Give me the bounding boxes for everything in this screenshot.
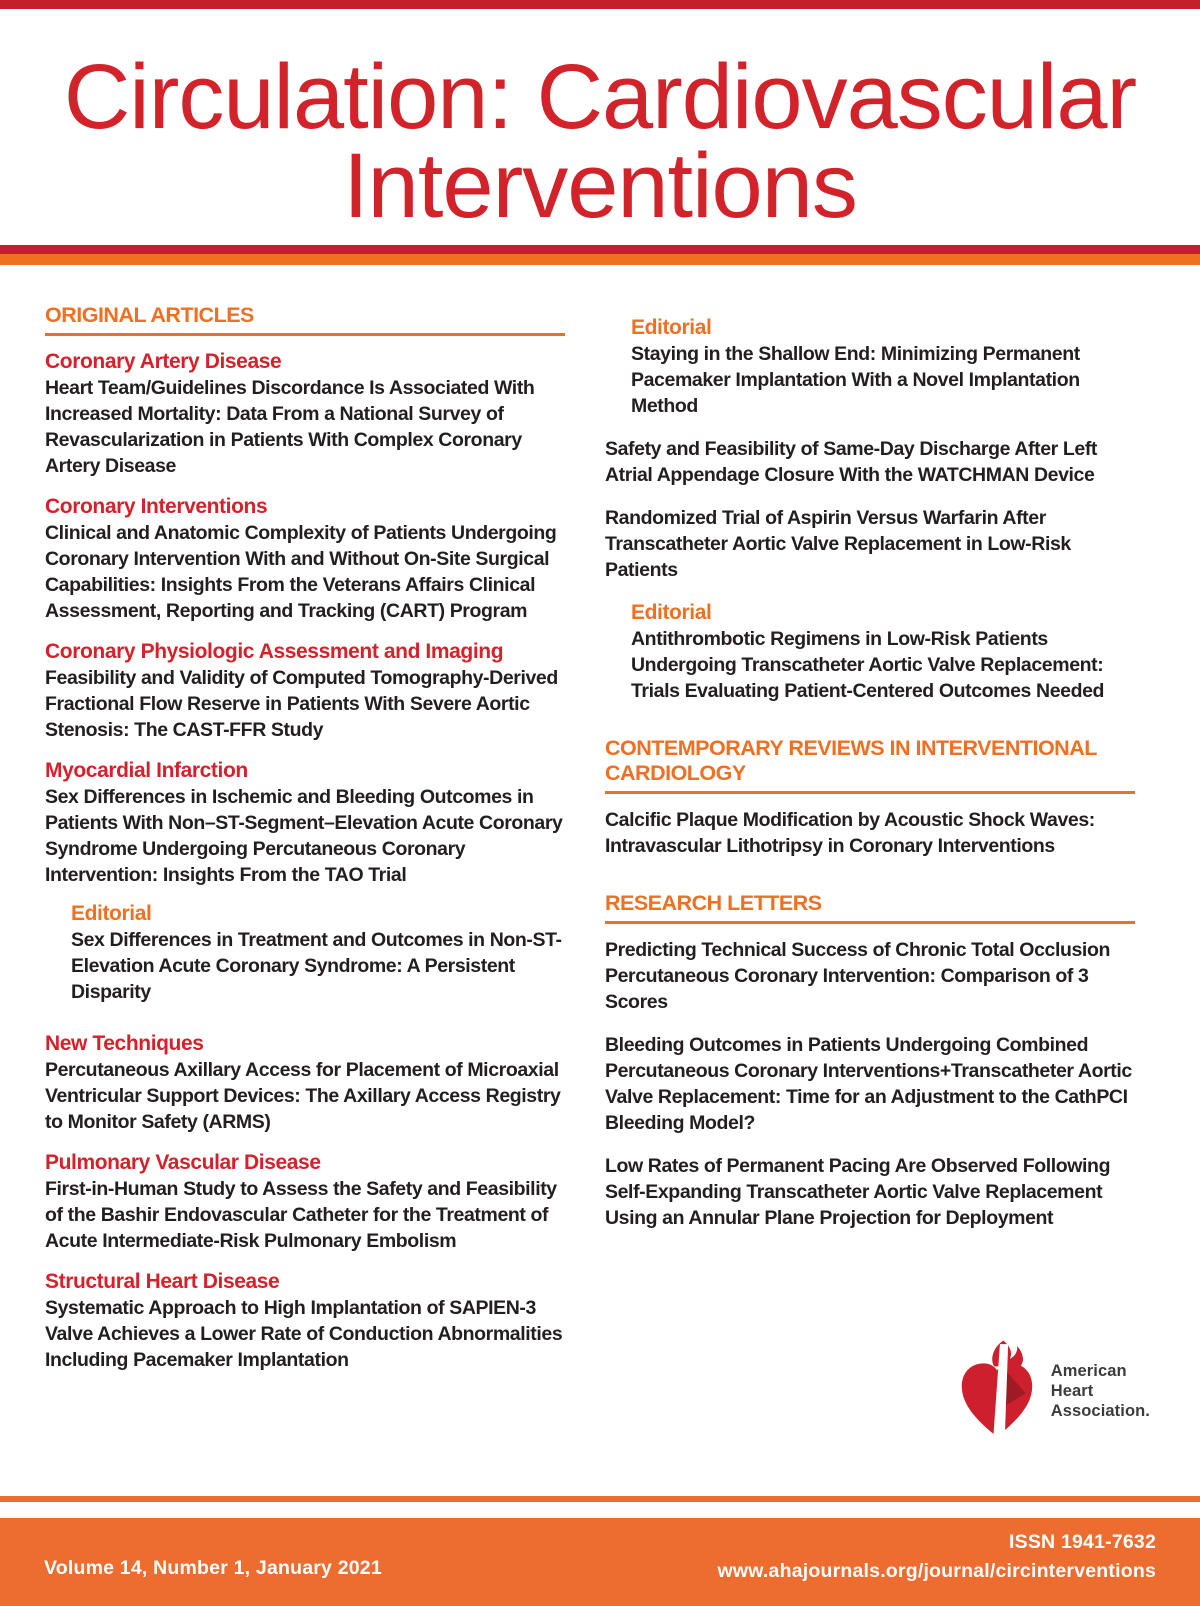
- article-title: Feasibility and Validity of Computed Tomography-Derived Fractional Flow Reserve in Patients With Severe Aortic Stenosis: The CAST-FFR Study: [45, 667, 558, 741]
- editorial-title: Antithrombotic Regimens in Low-Risk Patients Undergoing Transcatheter Aortic Valve Replacement: Trials Evaluating Patient-Centered Outcomes Needed: [631, 628, 1105, 702]
- editorial-label: Editorial: [631, 601, 712, 624]
- aha-heart-torch-icon: [953, 1338, 1041, 1444]
- editorial-block: [631, 600, 1135, 704]
- footer-right-block: [718, 1528, 1156, 1606]
- section-header-research-letters: RESEARCH LETTERS: [605, 891, 1135, 924]
- article-title: Safety and Feasibility of Same-Day Discharge After Left Atrial Appendage Closure With the WATCHMAN Device: [605, 438, 1098, 486]
- editorial-title: Sex Differences in Treatment and Outcomes in Non-ST-Elevation Acute Coronary Syndrome: A Persistent Disparity: [71, 929, 562, 1003]
- editorial-block: [631, 315, 1135, 419]
- article-title: Heart Team/Guidelines Discordance Is Associated With Increased Mortality: Data From a National Survey of Revascularization in Patients With Complex Coronary Artery Disease: [45, 377, 535, 477]
- article-group: [45, 494, 565, 624]
- american-heart-association-logo: [953, 1338, 1150, 1444]
- article-group: [45, 1150, 565, 1254]
- article-category: Coronary Interventions: [45, 495, 268, 518]
- masthead: [0, 46, 1200, 237]
- article-category: Myocardial Infarction: [45, 759, 248, 782]
- top-red-bar: [0, 0, 1200, 9]
- article-title: Low Rates of Permanent Pacing Are Observed Following Self-Expanding Transcatheter Aortic Valve Replacement Using an Annular Plane Projection for Deployment: [605, 1155, 1111, 1229]
- table-of-contents: [0, 303, 1200, 1373]
- section-header-contemporary-reviews: [605, 736, 1135, 794]
- footer-issn: ISSN 1941-7632: [1009, 1531, 1156, 1553]
- editorial-label: Editorial: [71, 902, 152, 925]
- article-group: [45, 639, 565, 743]
- orange-divider-bar: [0, 254, 1200, 265]
- aha-logo-text: [1051, 1361, 1150, 1421]
- section-header-line: CARDIOLOGY: [605, 761, 746, 785]
- red-divider-bar: [0, 245, 1200, 254]
- article-category: Coronary Physiologic Assessment and Imaging: [45, 640, 504, 663]
- article-category: New Techniques: [45, 1032, 204, 1055]
- section-header-original-articles: ORIGINAL ARTICLES: [45, 303, 565, 336]
- article-title: Systematic Approach to High Implantation of SAPIEN-3 Valve Achieves a Lower Rate of Conduction Abnormalities Including Pacemaker Implantation: [45, 1297, 563, 1371]
- article-title: Sex Differences in Ischemic and Bleeding Outcomes in Patients With Non–ST-Segment–Elevation Acute Coronary Syndrome Undergoing Percutaneous Coronary Intervention: Insights From the TAO Trial: [45, 786, 563, 886]
- journal-title-line1: Circulation: Cardiovascular: [63, 46, 1137, 148]
- aha-logo-text-line: Association.: [1050, 1402, 1150, 1420]
- footer-volume: Volume 14, Number 1, January 2021: [44, 1557, 382, 1579]
- aha-logo-text-line: American: [1050, 1362, 1127, 1380]
- editorial-title: Staying in the Shallow End: Minimizing Permanent Pacemaker Implantation With a Novel Implantation Method: [631, 343, 1080, 417]
- editorial-block: [71, 901, 565, 1005]
- article-title: Randomized Trial of Aspirin Versus Warfarin After Transcatheter Aortic Valve Replacement in Low-Risk Patients: [605, 507, 1071, 581]
- toc-left-column: [45, 303, 565, 1373]
- toc-right-column: [605, 303, 1135, 1373]
- article-title: First-in-Human Study to Assess the Safety and Feasibility of the Bashir Endovascular Catheter for the Treatment of Acute Intermediate-Risk Pulmonary Embolism: [45, 1178, 557, 1252]
- article-group: [45, 758, 565, 1005]
- journal-title: [0, 46, 1200, 237]
- section-header-line: CONTEMPORARY REVIEWS IN INTERVENTIONAL: [605, 736, 1097, 760]
- footer-orange-rule: [0, 1496, 1200, 1502]
- article-group: [45, 1031, 565, 1135]
- article-title: Calcific Plaque Modification by Acoustic Shock Waves: Intravascular Lithotripsy in Coronary Interventions: [605, 809, 1095, 857]
- article-title: Percutaneous Axillary Access for Placement of Microaxial Ventricular Support Devices: The Axillary Access Registry to Monitor Safety (ARMS): [45, 1059, 561, 1133]
- article-group: [45, 1269, 565, 1373]
- article-group: [45, 349, 565, 479]
- article-title: Clinical and Anatomic Complexity of Patients Undergoing Coronary Intervention With and Without On-Site Surgical Capabilities: Insights From the Veterans Affairs Clinical Assessment, Reporting and Tracking (CART) Program: [45, 522, 557, 622]
- footer-url: www.ahajournals.org/journal/circinterventions: [717, 1560, 1156, 1582]
- article-title: Bleeding Outcomes in Patients Undergoing Combined Percutaneous Coronary Interventions+Transcatheter Aortic Valve Replacement: Time for an Adjustment to the CathPCI Bleeding Model?: [605, 1034, 1132, 1134]
- editorial-label: Editorial: [631, 316, 712, 339]
- article-category: Coronary Artery Disease: [45, 350, 282, 373]
- journal-title-line2: Interventions: [343, 135, 857, 237]
- aha-logo-text-line: Heart: [1050, 1382, 1094, 1400]
- article-title: Predicting Technical Success of Chronic Total Occlusion Percutaneous Coronary Intervention: Comparison of 3 Scores: [605, 939, 1110, 1013]
- article-category: Structural Heart Disease: [45, 1270, 280, 1293]
- footer: [0, 1518, 1200, 1606]
- article-category: Pulmonary Vascular Disease: [45, 1151, 321, 1174]
